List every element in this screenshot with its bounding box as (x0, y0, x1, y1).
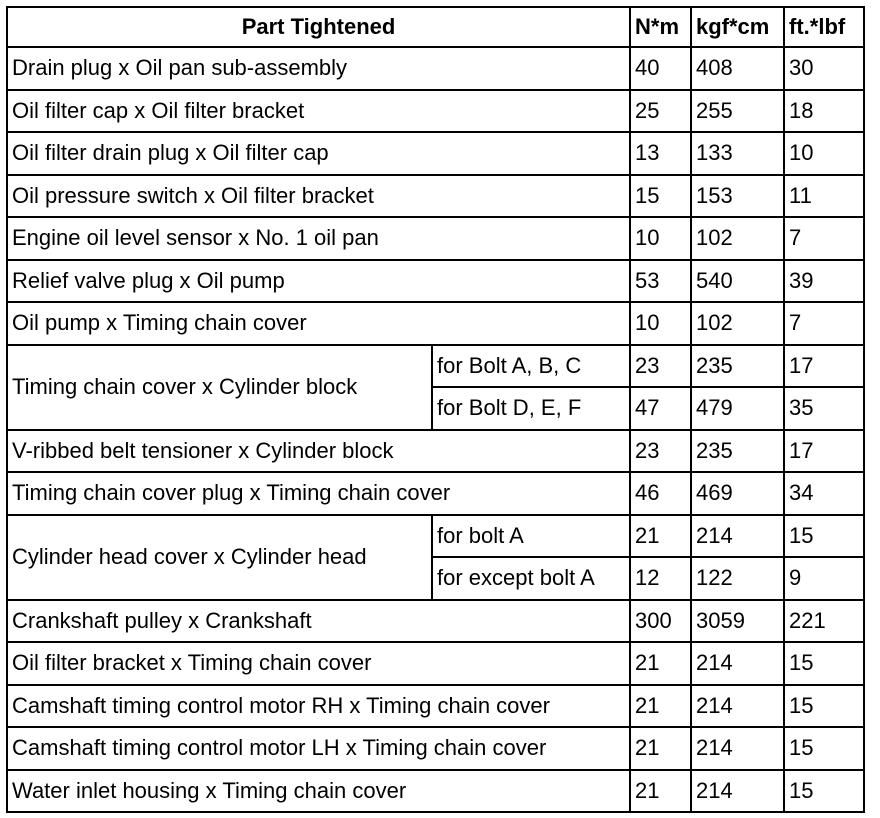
table-row (7, 472, 864, 515)
table-row (7, 302, 864, 345)
part-cell: Timing chain cover x Cylinder block (7, 345, 432, 430)
nm-cell: 23 (630, 430, 691, 473)
kgf-cell: 133 (691, 132, 784, 175)
kgf-cell: 153 (691, 175, 784, 218)
nm-cell: 40 (630, 47, 691, 90)
table-row (7, 430, 864, 473)
nm-cell: 53 (630, 260, 691, 303)
table-row (7, 515, 864, 558)
ft-cell: 221 (784, 600, 864, 643)
kgf-cell: 214 (691, 515, 784, 558)
header-ftlbf: ft.*lbf (784, 7, 864, 47)
ft-cell: 34 (784, 472, 864, 515)
ft-cell: 10 (784, 132, 864, 175)
kgf-cell: 235 (691, 430, 784, 473)
ft-cell: 35 (784, 387, 864, 430)
kgf-cell: 214 (691, 727, 784, 770)
kgf-cell: 3059 (691, 600, 784, 643)
table-row (7, 642, 864, 685)
ft-cell: 39 (784, 260, 864, 303)
nm-cell: 15 (630, 175, 691, 218)
nm-cell: 21 (630, 642, 691, 685)
kgf-cell: 235 (691, 345, 784, 388)
ft-cell: 17 (784, 430, 864, 473)
table-row (7, 90, 864, 133)
kgf-cell: 479 (691, 387, 784, 430)
part-cell: V-ribbed belt tensioner x Cylinder block (7, 430, 630, 473)
kgf-cell: 255 (691, 90, 784, 133)
kgf-cell: 214 (691, 770, 784, 813)
part-cell: Oil filter bracket x Timing chain cover (7, 642, 630, 685)
table-row (7, 685, 864, 728)
nm-cell: 46 (630, 472, 691, 515)
nm-cell: 23 (630, 345, 691, 388)
table-row (7, 727, 864, 770)
nm-cell: 21 (630, 770, 691, 813)
kgf-cell: 102 (691, 302, 784, 345)
table-row (7, 345, 864, 388)
nm-cell: 47 (630, 387, 691, 430)
kgf-cell: 540 (691, 260, 784, 303)
ft-cell: 15 (784, 770, 864, 813)
ft-cell: 15 (784, 727, 864, 770)
kgf-cell: 214 (691, 642, 784, 685)
part-cell: Camshaft timing control motor RH x Timing chain cover (7, 685, 630, 728)
ft-cell: 7 (784, 217, 864, 260)
table-row (7, 260, 864, 303)
header-nm: N*m (630, 7, 691, 47)
part-cell: Timing chain cover plug x Timing chain cover (7, 472, 630, 515)
table-row (7, 770, 864, 813)
kgf-cell: 408 (691, 47, 784, 90)
part-cell: Oil filter cap x Oil filter bracket (7, 90, 630, 133)
table-row (7, 47, 864, 90)
part-cell: Oil pump x Timing chain cover (7, 302, 630, 345)
table-row (7, 175, 864, 218)
kgf-cell: 122 (691, 557, 784, 600)
nm-cell: 300 (630, 600, 691, 643)
part-cell: Drain plug x Oil pan sub-assembly (7, 47, 630, 90)
table-row (7, 132, 864, 175)
nm-cell: 21 (630, 515, 691, 558)
ft-cell: 17 (784, 345, 864, 388)
ft-cell: 15 (784, 642, 864, 685)
nm-cell: 21 (630, 685, 691, 728)
ft-cell: 7 (784, 302, 864, 345)
ft-cell: 15 (784, 685, 864, 728)
header-part: Part Tightened (7, 7, 630, 47)
ft-cell: 15 (784, 515, 864, 558)
table-row (7, 217, 864, 260)
part-cell: Camshaft timing control motor LH x Timing chain cover (7, 727, 630, 770)
nm-cell: 10 (630, 217, 691, 260)
ft-cell: 30 (784, 47, 864, 90)
kgf-cell: 469 (691, 472, 784, 515)
ft-cell: 9 (784, 557, 864, 600)
nm-cell: 13 (630, 132, 691, 175)
kgf-cell: 102 (691, 217, 784, 260)
nm-cell: 25 (630, 90, 691, 133)
part-cell: Engine oil level sensor x No. 1 oil pan (7, 217, 630, 260)
header-kgf: kgf*cm (691, 7, 784, 47)
sub-condition-cell: for Bolt A, B, C (432, 345, 630, 388)
kgf-cell: 214 (691, 685, 784, 728)
ft-cell: 18 (784, 90, 864, 133)
nm-cell: 21 (630, 727, 691, 770)
part-cell: Water inlet housing x Timing chain cover (7, 770, 630, 813)
part-cell: Cylinder head cover x Cylinder head (7, 515, 432, 600)
header-row (7, 7, 864, 47)
part-cell: Oil filter drain plug x Oil filter cap (7, 132, 630, 175)
nm-cell: 10 (630, 302, 691, 345)
sub-condition-cell: for Bolt D, E, F (432, 387, 630, 430)
torque-table (6, 6, 865, 813)
sub-condition-cell: for bolt A (432, 515, 630, 558)
nm-cell: 12 (630, 557, 691, 600)
part-cell: Crankshaft pulley x Crankshaft (7, 600, 630, 643)
part-cell: Oil pressure switch x Oil filter bracket (7, 175, 630, 218)
table-row (7, 600, 864, 643)
part-cell: Relief valve plug x Oil pump (7, 260, 630, 303)
sub-condition-cell: for except bolt A (432, 557, 630, 600)
ft-cell: 11 (784, 175, 864, 218)
